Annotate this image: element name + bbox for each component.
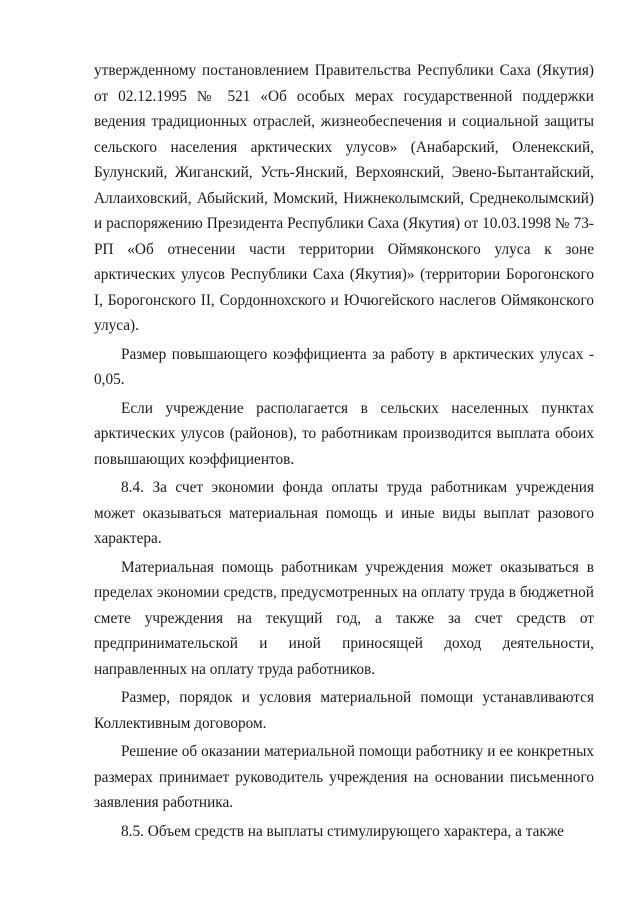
paragraph-8-5: 8.5. Объем средств на выплаты стимулирующего характера, а также: [121, 822, 564, 840]
paragraph-rural-settlements: Если учреждение располагается в сельских населенных пунктах арктических улусов (районов), то работникам производится выплата обоих повышающих коэффициентов.: [94, 399, 594, 468]
paragraph-8-4: 8.4. За счет экономии фонда оплаты труда работникам учреждения может оказываться материальная помощь и иные виды выплат разового характера.: [94, 479, 594, 547]
paragraph-arctic-uluses-continuation: утвержденному постановлением Правительства Республики Саха (Якутия) от 02.12.1995 № 521 «Об особых мерах государственной поддержки ведения традиционных отраслей, жизнеобеспечения и социальной защиты сельского населения арктических улусов» (Анабарский, Оленекский, Булунский, Жиганский, Усть-Янский, Верхоянский, Эвено-Бытантайский, Аллаиховский, Абыйский, Момский, Нижнеколымский, Среднеколымский) и распоряжению Президента Республики Саха (Якутия) от 10.03.1998 № 73-РП «Об отнесении части территории Оймяконского улуса к зоне арктических улусов Республики Саха (Якутия)» (территории Борогонского I, Борогонского II, Сордоннохского и Ючюгейского наслегов Оймяконского улуса).: [94, 62, 594, 334]
paragraph-arctic-coefficient-size: Размер повышающего коэффициента за работу в арктических улусах - 0,05.: [94, 345, 594, 388]
paragraph-collective-agreement: Размер, порядок и условия материальной помощи устанавливаются Коллективным договором.: [94, 689, 594, 732]
paragraph-assistance-decision: Решение об оказании материальной помощи работнику и ее конкретных размерах принимает руководитель учреждения на основании письменного заявления работника.: [94, 743, 594, 811]
paragraph-material-assistance: Материальная помощь работникам учреждения может оказываться в пределах экономии средств, предусмотренных на оплату труда в бюджетной смете учреждения на текущий год, а также за счет средств от предпринимательской и иной приносящей доход деятельности, направленных на оплату труда работников.: [94, 558, 594, 678]
document-body: [94, 58, 594, 847]
